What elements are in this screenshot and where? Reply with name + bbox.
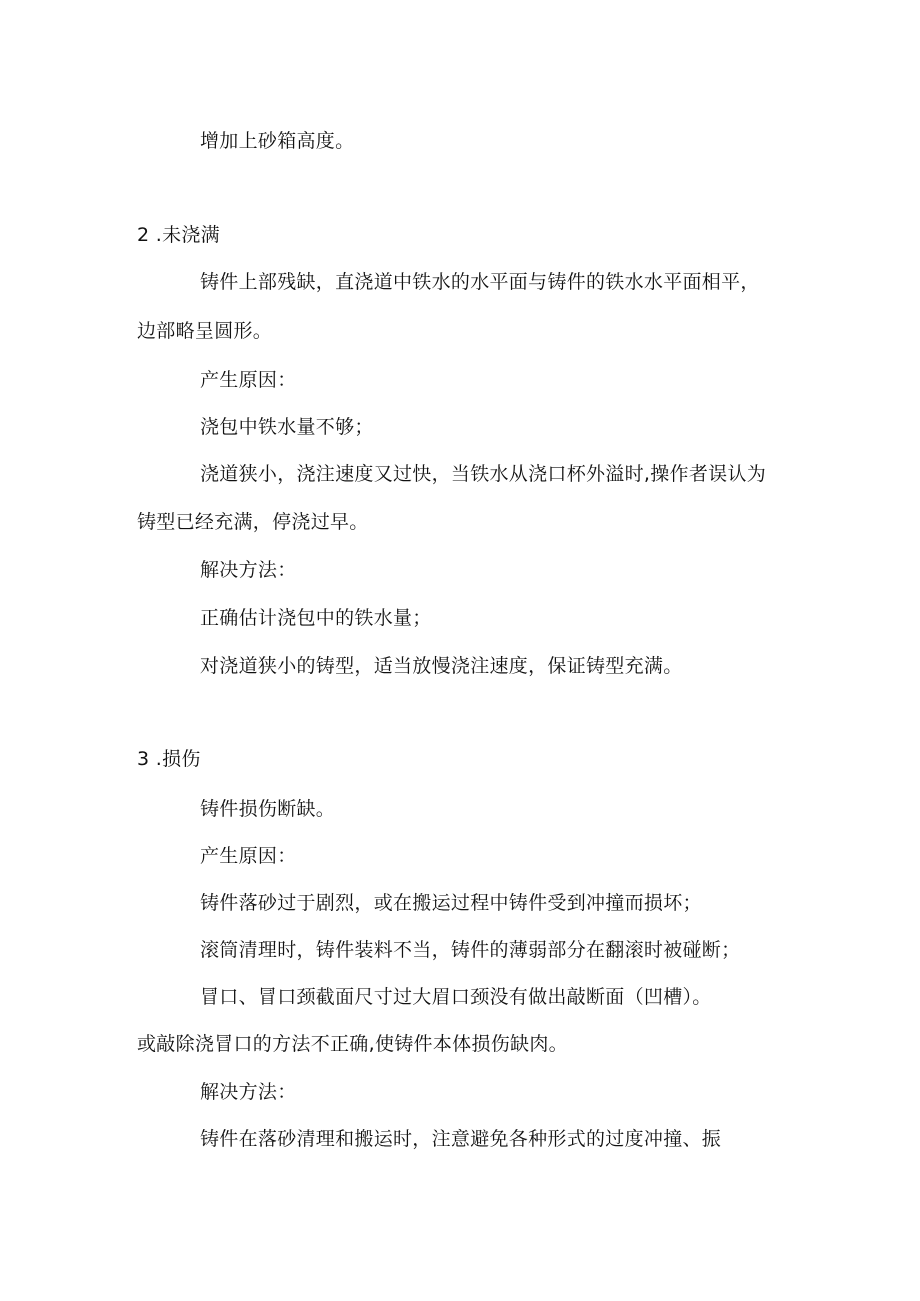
paragraph-line: 正确估计浇包中的铁水量； <box>200 607 432 629</box>
paragraph-line: 铸件在落砂清理和搬运时，注意避免各种形式的过度冲撞、振 <box>200 1128 722 1150</box>
subheading-causes: 产生原因： <box>200 369 297 391</box>
paragraph-line: 铸件损伤断缺。 <box>200 798 336 820</box>
paragraph-line: 对浇道狭小的铸型，适当放慢浇注速度，保证铸型充满。 <box>200 655 683 677</box>
paragraph-line: 边部略呈圆形。 <box>137 320 273 342</box>
paragraph-line: 铸件上部残缺，直浇道中铁水的水平面与铸件的铁水水平面相平， <box>200 271 760 293</box>
subheading-causes: 产生原因： <box>200 845 297 867</box>
subheading-solutions: 解决方法： <box>200 1081 297 1103</box>
paragraph-line: 浇道狭小，浇注速度又过快，当铁水从浇口杯外溢时,操作者误认为 <box>200 463 767 485</box>
subheading-solutions: 解决方法： <box>200 559 297 581</box>
paragraph-line: 滚筒清理时，铸件装料不当，铸件的薄弱部分在翻滚时被碰断； <box>200 939 741 961</box>
section-heading-2: 2 .未浇满 <box>137 224 220 246</box>
paragraph-line: 冒口、冒口颈截面尺寸过大眉口颈没有做出敲断面（凹槽）。 <box>200 986 712 1008</box>
paragraph-line: 铸件落砂过于剧烈，或在搬运过程中铸件受到冲撞而损坏； <box>200 892 702 914</box>
paragraph-line: 增加上砂箱高度。 <box>200 130 355 152</box>
paragraph-line: 铸型已经充满，停浇过早。 <box>137 511 369 533</box>
paragraph-line: 或敲除浇冒口的方法不正确,使铸件本体损伤缺肉。 <box>137 1033 568 1055</box>
paragraph-line: 浇包中铁水量不够； <box>200 416 374 438</box>
section-heading-3: 3 .损伤 <box>137 748 201 770</box>
